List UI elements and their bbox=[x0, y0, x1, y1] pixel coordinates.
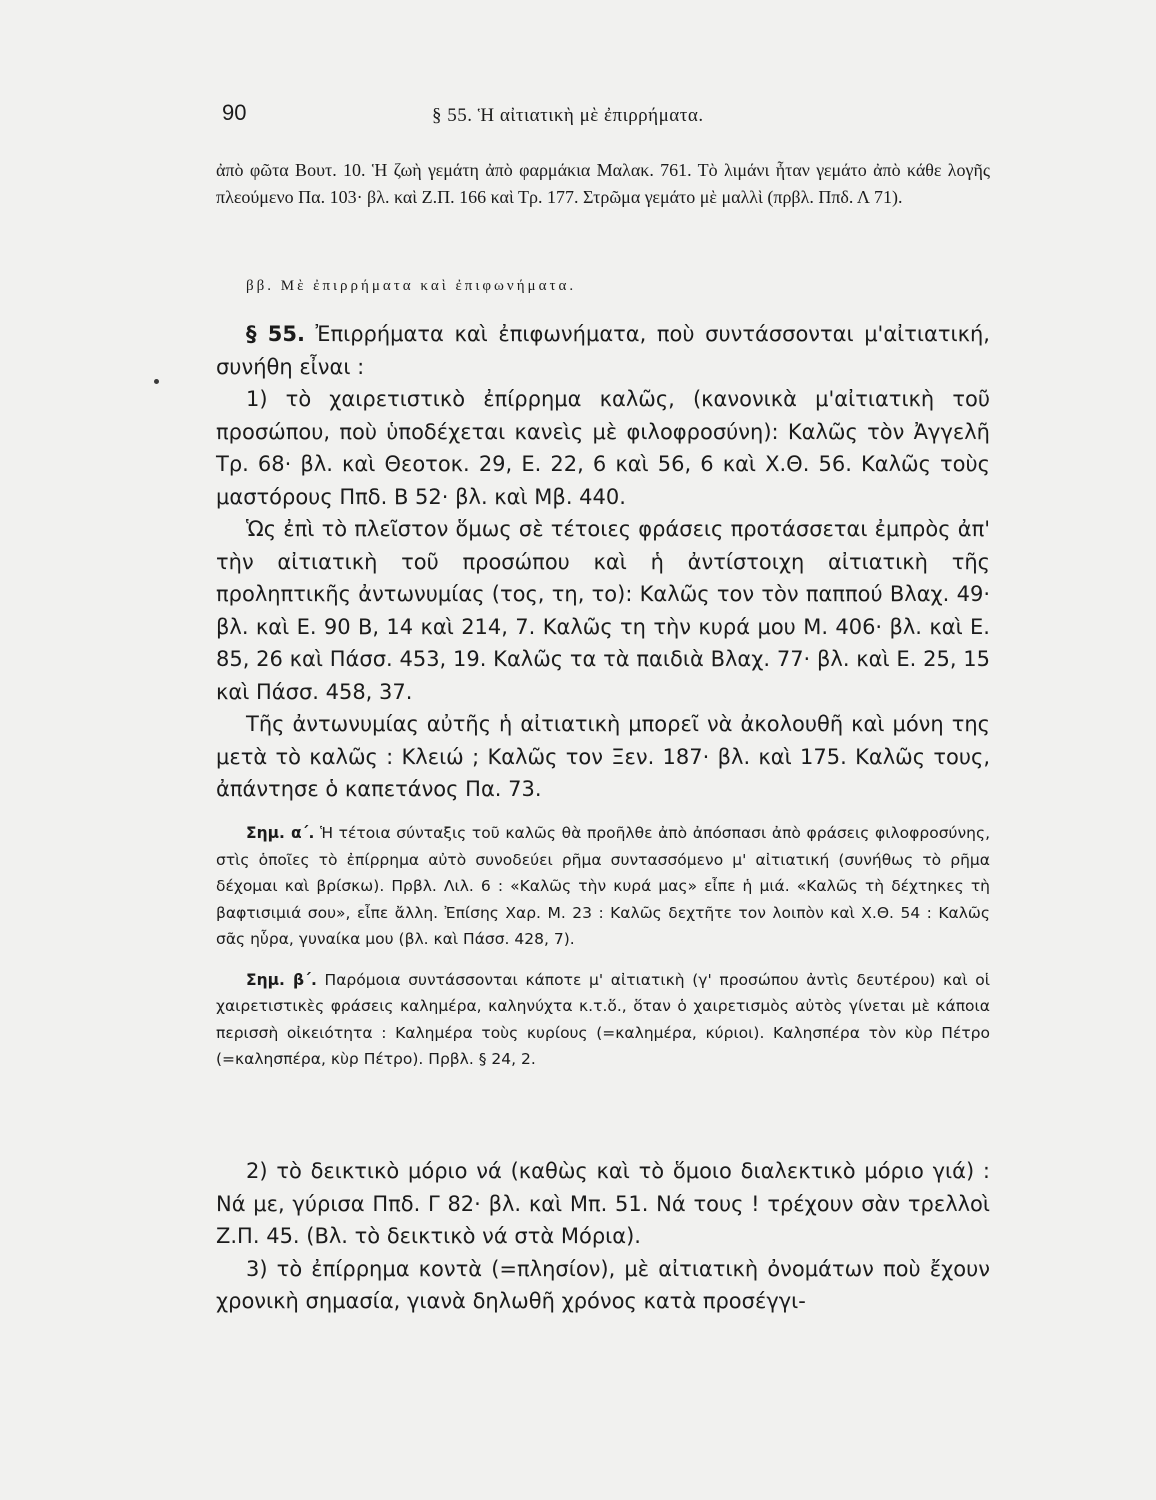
section-intro-paragraph bbox=[216, 318, 990, 383]
item-3: 3) τὸ ἐπίρρημα κοντὰ (=πλησίον), μὲ αἰτιατικὴ ὀνομάτων ποὺ ἔχουν χρονικὴ σημασία, γιανὰ δηλωθῆ χρόνος κατὰ προσέγγι- bbox=[216, 1256, 990, 1313]
intro-text-block bbox=[216, 157, 990, 211]
paragraph-3: Τῆς ἀντωνυμίας αὐτῆς ἡ αἰτιατικὴ μπορεῖ νὰ ἀκολουθῆ καὶ μόνη της μετὰ τὸ καλῶς : Κλειώ ; Καλῶς τον Ξεν. 187· βλ. καὶ 175. Καλῶς τους, ἀπάντησε ὁ καπετάνος Πα. 73. bbox=[216, 712, 990, 801]
notes-block bbox=[216, 820, 990, 1073]
intro-text: ἀπὸ φῶτα Βουτ. 10. Ἡ ζωὴ γεμάτη ἀπὸ φαρμάκια Μαλακ. 761. Τὸ λιμάνι ἦταν γεμάτο ἀπὸ κάθε λογῆς πλεούμενο Πα. 103· βλ. καὶ Ζ.Π. 166 καὶ Τρ. 177. Στρῶμα γεμάτο μὲ μαλλὶ (πρβλ. Ππδ. Λ 71). bbox=[216, 160, 990, 207]
subheading: ββ. Μὲ ἐπιρρήματα καὶ ἐπιφωνήματα. bbox=[246, 278, 577, 294]
note-text: Ἡ τέτοια σύνταξις τοῦ καλῶς θὰ προῆλθε ἀπὸ ἀπόσπασι ἀπὸ φράσεις φιλοφροσύνης, στὶς ὁποῖες τὸ ἐπίρρημα αὐτὸ συνοδεύει ρῆμα συντασσόμενο μ' αἰτιατική (συνήθως τὸ ρῆμα δέχομαι καὶ βρίσκω). Πρβλ. Λιλ. 6 : «Καλῶς τὴν κυρά μας» εἶπε ἡ μιά. «Καλῶς τὴ δέχτηκες τὴ βαφτισιμιά σου», εἶπε ἄλλη. Ἐπίσης Χαρ. Μ. 23 : Καλῶς δεχτῆτε τον λοιπὸν καὶ Χ.Θ. 54 : Καλῶς σᾶς ηὗρα, γυναίκα μου (βλ. καὶ Πάσσ. 428, 7). bbox=[216, 824, 990, 948]
note-label: Σημ. β΄. bbox=[246, 970, 317, 989]
note-text: Παρόμοια συντάσσονται κάποτε μ' αἰτιατικὴ (γ' προσώπου ἀντὶς δευτέρου) καὶ οἱ χαιρετιστικὲς φράσεις καλημέρα, καληνύχτα κ.τ.ὅ., ὅταν ὁ χαιρετισμὸς αὐτὸς γίνεται μὲ κάποια περισσὴ οἰκειότητα : Καλημέρα τοὺς κυρίους (=καλημέρα, κύριοι). Καλησπέρα τὸν κὺρ Πέτρο (=καλησπέρα, κὺρ Πέτρο). Πρβλ. § 24, 2. bbox=[216, 970, 990, 1068]
scan-speck bbox=[154, 379, 159, 384]
note-label: Σημ. α΄. bbox=[246, 824, 315, 842]
note-2 bbox=[216, 967, 990, 1073]
page-number: 90 bbox=[222, 100, 247, 125]
items-after-block bbox=[216, 1155, 990, 1318]
note-1 bbox=[216, 820, 990, 953]
item-1: 1) τὸ χαιρετιστικὸ ἐπίρρημα καλῶς, (κανονικὰ μ'αἰτιατικὴ τοῦ προσώπου, ποὺ ὑποδέχεται κανεὶς μὲ φιλοφροσύνη): Καλῶς τὸν Ἀγγελῆ Τρ. 68· βλ. καὶ Θεοτοκ. 29, Ε. 22, 6 καὶ 56, 6 καὶ Χ.Θ. 56. Καλῶς τοὺς μαστόρους Ππδ. Β 52· βλ. καὶ Μβ. 440. bbox=[216, 387, 990, 509]
item-2: 2) τὸ δεικτικὸ μόριο νά (καθὼς καὶ τὸ ὅμοιο διαλεκτικὸ μόριο γιά) : Νά με, γύρισα Ππδ. Γ 82· βλ. καὶ Μπ. 51. Νά τους ! τρέχουν σὰν τρελλοὶ Ζ.Π. 45. (Βλ. τὸ δεικτικὸ νά στὰ Μόρια). bbox=[216, 1159, 990, 1248]
running-title: § 55. Ἡ αἰτιατικὴ μὲ ἐπιρρήματα. bbox=[432, 105, 704, 126]
section-intro: Ἐπιρρήματα καὶ ἐπιφωνήματα, ποὺ συντάσσονται μ'αἰτιατική, συνήθη εἶναι : bbox=[216, 322, 990, 379]
section-number: § 55. bbox=[246, 322, 305, 346]
paragraph-2: Ὡς ἐπὶ τὸ πλεῖστον ὅμως σὲ τέτοιες φράσεις προτάσσεται ἐμπρὸς ἀπ' τὴν αἰτιατικὴ τοῦ προσώπου καὶ ἡ ἀντίστοιχη αἰτιατικὴ τῆς προληπτικῆς ἀντωνυμίας (τος, τη, το): Καλῶς τον τὸν παππού Βλαχ. 49· βλ. καὶ Ε. 90 Β, 14 καὶ 214, 7. Καλῶς τη τὴν κυρά μου Μ. 406· βλ. καὶ Ε. 85, 26 καὶ Πάσσ. 453, 19. Καλῶς τα τὰ παιδιὰ Βλαχ. 77· βλ. καὶ Ε. 25, 15 καὶ Πάσσ. 458, 37. bbox=[216, 517, 990, 704]
main-body bbox=[216, 318, 990, 806]
